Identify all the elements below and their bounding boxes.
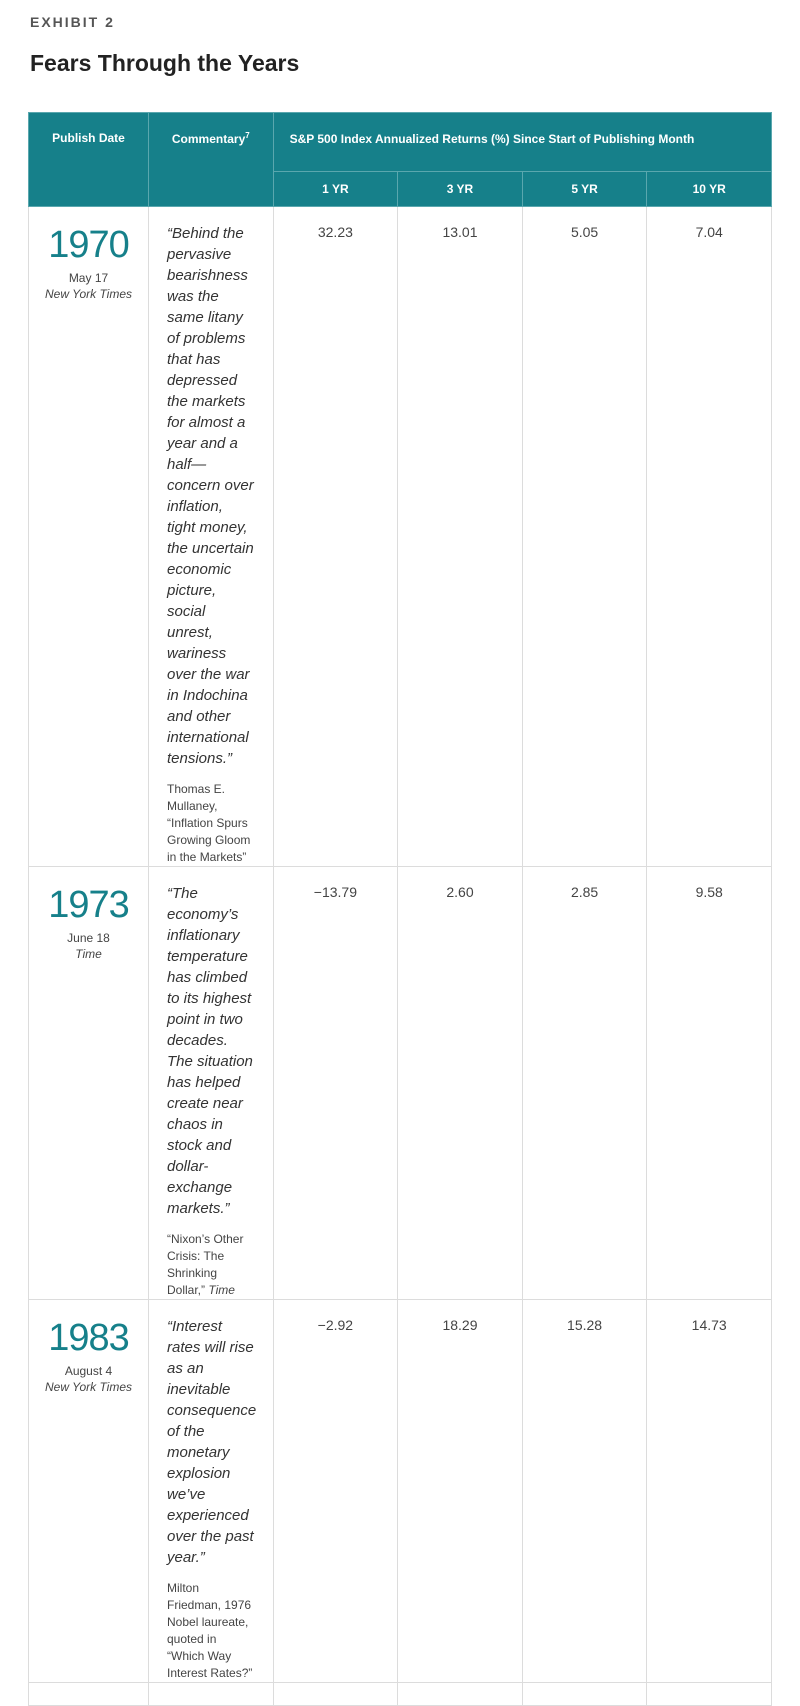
quote: “Interest rates will rise as an inevitable consequence of the monetary explosion we’ve experienced over the past year.” (167, 1318, 257, 1566)
publish-date: June 18 (67, 931, 110, 945)
header-commentary-label: Commentary (171, 132, 246, 146)
return-3yr (398, 1683, 523, 1706)
publication: New York Times (44, 287, 133, 301)
header-commentary (149, 113, 274, 207)
return-1yr: −2.92 (273, 1300, 398, 1683)
date-cell (29, 867, 149, 1300)
source-text: Milton Friedman, 1976 Nobel laureate, quoted in “Which Way Interest Rates?” (167, 1581, 253, 1680)
return-1yr: −13.79 (273, 867, 398, 1300)
return-3yr: 13.01 (398, 207, 523, 867)
return-5yr (522, 1683, 647, 1706)
source-text: Thomas E. Mullaney, “Inflation Spurs Growing Gloom in the Markets” (167, 782, 251, 864)
commentary-cell (149, 207, 274, 867)
return-10yr: 7.04 (647, 207, 772, 867)
quote: “The economy’s inflationary temperature has climbed to its highest point in two decades. The situation has helped create near chaos in stock and dollar-exchange markets.” (167, 885, 253, 1217)
return-3yr: 2.60 (398, 867, 523, 1300)
header-period-10yr: 10 YR (647, 172, 772, 207)
fears-table (28, 112, 772, 1706)
return-1yr: 32.23 (273, 207, 398, 867)
header-publish-date: Publish Date (29, 113, 149, 207)
exhibit-title: Fears Through the Years (30, 50, 300, 76)
commentary-cell (149, 867, 274, 1300)
publish-date: August 4 (64, 1364, 113, 1378)
header-period-5yr: 5 YR (522, 172, 647, 207)
source (167, 1231, 255, 1299)
return-3yr: 18.29 (398, 1300, 523, 1683)
footnote-marker: 7 (245, 131, 250, 140)
source (167, 1580, 255, 1682)
table-row (29, 207, 772, 867)
return-10yr: 9.58 (647, 867, 772, 1300)
publication: New York Times (44, 1380, 133, 1394)
publish-date: May 17 (68, 271, 109, 285)
return-10yr: 14.73 (647, 1300, 772, 1683)
table-row (29, 1683, 772, 1706)
quote: “Behind the pervasive bearishness was the same litany of problems that has depressed the markets for almost a year and a half—concern over inflation, tight money, the uncertain economic picture, social unrest, wariness over the war in Indochina and other international tensions.” (167, 225, 254, 767)
return-5yr: 2.85 (522, 867, 647, 1300)
date-cell (29, 1683, 149, 1706)
return-10yr (647, 1683, 772, 1706)
header-period-3yr: 3 YR (398, 172, 523, 207)
return-1yr (273, 1683, 398, 1706)
return-5yr: 15.28 (522, 1300, 647, 1683)
table-row (29, 1300, 772, 1683)
header-period-1yr: 1 YR (273, 172, 398, 207)
table-row (29, 867, 772, 1300)
header-returns: S&P 500 Index Annualized Returns (%) Since Start of Publishing Month (273, 113, 771, 172)
exhibit-label: EXHIBIT 2 (30, 14, 115, 30)
return-5yr: 5.05 (522, 207, 647, 867)
date-cell (29, 1300, 149, 1683)
commentary-cell (149, 1683, 274, 1706)
source-italic: Time (208, 1283, 235, 1297)
date-cell (29, 207, 149, 867)
publication: Time (75, 947, 102, 961)
source-text: “Nixon’s Other Crisis: The Shrinking Dollar,” (167, 1232, 244, 1297)
commentary-cell (149, 1300, 274, 1683)
year: 1970 (48, 224, 129, 266)
year: 1973 (48, 884, 129, 926)
year: 1983 (48, 1317, 129, 1359)
source (167, 781, 255, 866)
